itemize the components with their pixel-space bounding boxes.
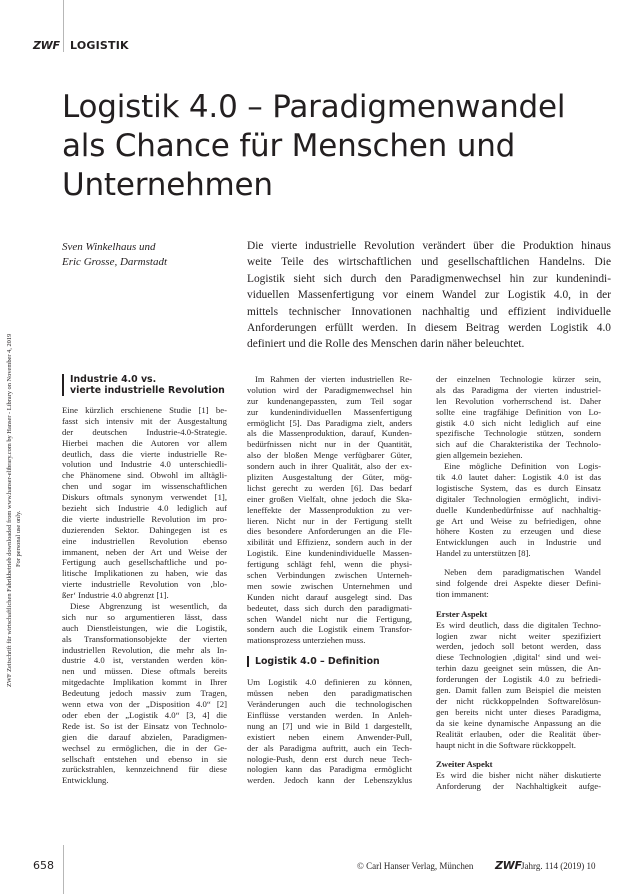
text-line: digitaler Technologien ermöglicht, indivi- (436, 493, 601, 504)
text-line: Es wird die bisher nicht näher diskutierte (436, 770, 601, 781)
text-line: Entwicklungen auch in Industrie und (436, 537, 601, 548)
text-line: gistik 4.0 sich nicht lediglich auf eine (436, 417, 601, 428)
text-line: Im Rahmen der vierten industriellen Re- (255, 374, 412, 384)
journal-logo: ZWF (495, 859, 522, 872)
section-heading: Logistik 4.0 – Definition (247, 656, 412, 667)
text-line: schen Wandel nicht nur die Fertigung, (247, 613, 412, 624)
text-line: len Revolution vorherrschend ist. Daher (436, 395, 601, 406)
title-line: Logistik 4.0 – Paradigmenwandel (62, 89, 566, 125)
text-line: forderungen der Logistik 4.0 zu befriedi- (436, 674, 601, 685)
text-line: duelle Kundenbedürfnisse auf nachhaltig- (436, 504, 601, 515)
text-line: Um Logistik 4.0 definieren zu können, (247, 677, 412, 688)
text-line: Kunden nicht darauf ausgelegt sind. Das (247, 591, 412, 602)
text-line: Veränderungen auch die technologischen (247, 699, 412, 710)
footer-rule (63, 845, 64, 894)
page-number: 658 (33, 859, 54, 872)
text-line: logien zwar nicht weiter spezifiziert (436, 630, 601, 641)
paragraph (62, 601, 227, 786)
download-notice-line: For personal use only. (15, 510, 22, 567)
text-line: also der bloßen Menge verfügbarer Güter, (247, 450, 412, 461)
text-line: terhin dazu geeignet sein müssen, die An- (436, 663, 601, 674)
text-line: gen bereits nicht unter dieses Paradigma, (436, 706, 601, 717)
article-title (62, 88, 622, 205)
text-line: chen und sogar im wissenschaftlichen (62, 481, 227, 492)
text-line: zur kundenindividuellen Massenfertigung (247, 406, 412, 417)
subheading: Zweiter Aspekt (436, 759, 493, 770)
title-line: Unternehmen (62, 167, 273, 203)
text-line: bedürfnissen nicht nur in der Quantität, (247, 439, 412, 450)
journal-issue: Jahrg. 114 (2019) 10 (521, 861, 596, 871)
text-line: sich nur so argumentieren lässt, dass (62, 611, 227, 622)
text-line: als die Massenproduktion, darauf, Kunden- (247, 428, 412, 439)
header-rule (63, 0, 64, 52)
subheading: Erster Aspekt (436, 608, 488, 619)
text-line: Fertigung auch gesellschaftliche und po- (62, 557, 227, 568)
text-line: spezifische Technologie stützen, sondern (436, 428, 601, 439)
text-line: dustrie 4.0 ist, verstanden werden kön- (62, 655, 227, 666)
text-line: vierte industrielle Revolution von ‚blo- (62, 579, 227, 590)
text-line: sollte eine tragfähige Definition von Lo- (436, 406, 601, 417)
text-line: mitgedachte Implikation kommt in Ihrer (62, 677, 227, 688)
text-line: der nicht rückkoppelnden Softwarelösun- (436, 695, 601, 706)
text-line: bedeutet, dass sich durch den paradigmati- (247, 602, 412, 613)
abstract-line: Logistik sieht sich durch den Paradigmenwechsel hin zur kundenindi- (247, 272, 611, 285)
paragraph (436, 461, 601, 559)
text-line: nologien kann das Paradigma ermöglicht (247, 764, 412, 775)
download-notice (5, 247, 45, 727)
author-line: Sven Winkelhaus und (62, 241, 156, 253)
text-line: volution wird der Paradigmenwechsel hin (247, 384, 412, 395)
text-line: Handel zu unterstützen [8]. (436, 548, 531, 559)
title-line: als Chance für Menschen und (62, 128, 516, 164)
abstract-line: weite Teile des wirtschaftlichen und gesellschaftlichen Handelns. Die (247, 256, 611, 269)
text-line: Hierbei machen die Autoren vor allem (62, 437, 227, 448)
text-line: der deutschen Industrie-4.0-Strategie. (62, 426, 227, 437)
text-line: lieren. Nicht nur in der Fertigung stellt (247, 515, 412, 526)
paragraph (436, 374, 601, 461)
text-line: Entwicklung. (62, 775, 109, 786)
text-line: gien allgemein beziehen. (436, 450, 523, 461)
text-line: tion immanent: (436, 588, 489, 599)
paragraph (247, 677, 412, 786)
text-line: auch Dienstleistungen, wie die Logistik, (62, 622, 227, 633)
text-line: volution und Industrie 4.0 unterschiedli- (62, 459, 227, 470)
paragraph (436, 567, 601, 600)
text-line: der als Paradigma auftritt, auch ein Tech- (247, 742, 412, 753)
text-line: Es wird deutlich, dass die digitalen Techno- (436, 619, 601, 630)
section-heading-line: vierte industrielle Revolution (70, 385, 225, 396)
abstract (247, 238, 611, 353)
copyright-notice: © Carl Hanser Verlag, München (357, 861, 474, 871)
text-line: men sowie zwischen Unternehmen und (247, 580, 412, 591)
text-line: litische Implikationen zu haben, wie das (62, 568, 227, 579)
abstract-line: viduellen Massenfertigung vor einem Wandel zur Logistik 4.0, in der (247, 289, 611, 302)
paragraph (247, 374, 412, 646)
text-line: diese Technologien ‚digital‘ sind und wei- (436, 652, 601, 663)
text-line: die vierte industrielle Revolution im pro- (62, 513, 227, 524)
text-line: einer großen Vielfalt, ohne jedoch die Ska- (247, 493, 412, 504)
text-line: als das Paradigma der vierten industriel- (436, 384, 601, 395)
paragraph (436, 770, 601, 792)
text-line: duzierenden Sektor. Dahingegen ist es (62, 524, 227, 535)
journal-logo: ZWF (33, 39, 60, 52)
paragraph (62, 405, 227, 601)
abstract-line: definiert und die Rolle des Menschen darin näher beleuchtet. (247, 338, 525, 351)
text-line: Rede ist. So ist der Einsatz von Technolo- (62, 720, 227, 731)
download-notice-line: ZWF Zeitschrift für wirtschaftlichen Fabrikbetrieb downloaded from www.hanser-elibrary.com by Hanser - Library on November 4, 2019 (6, 333, 13, 687)
authors (62, 240, 242, 270)
text-line: ge Art und Weise zu befriedigen, ohne (436, 515, 601, 526)
text-line: Eine mögliche Definition von Logis- (444, 461, 601, 472)
text-line: höhere Kosten zu erzeugen und diese (436, 526, 601, 537)
section-heading-line: Industrie 4.0 vs. (70, 374, 157, 385)
text-line: gen. Damit fallen zum Beispiel die meisten (436, 685, 601, 696)
text-line: fertigung schlägt fehl, wenn die physi- (247, 559, 412, 570)
text-line: Einflüsse verstanden werden. In Anleh- (247, 709, 412, 720)
text-line: müssen neben den paradigmatischen (247, 688, 412, 699)
text-line: xibilität und Effizienz, sondern auch in der (247, 537, 412, 548)
text-line: sondern auch in ihrer Qualität, also der ex- (247, 461, 412, 472)
body-column-1 (62, 374, 227, 786)
text-line: tik 4.0 lautet daher: Logistik 4.0 ist das (436, 472, 601, 483)
text-line: oder eben der „Logistik 4.0“ [3, 4] die (62, 709, 227, 720)
text-line: sondern auch die Logistik einem Transfor- (247, 624, 412, 635)
abstract-line: Anforderungen erfüllt werden. In diesem Beitrag werden Logistik 4.0 (247, 322, 611, 335)
text-line: Logistik. Eine kundenindividuelle Massen- (247, 548, 412, 559)
text-line: Neben dem paradigmatischen Wandel (444, 567, 601, 578)
text-line: der einzelnen Technologie kürzer sein, (436, 374, 601, 384)
text-line: fasst sich intensiv mit der Ausgestaltung (62, 415, 227, 426)
text-line: immanent, neben der Art und Weise der (62, 546, 227, 557)
text-line: eine industriellen Revolution ebenso (62, 535, 227, 546)
text-line: ßer‘ Industrie 4.0 abgrenzt [1]. (62, 590, 169, 601)
text-line: als Transformationsobjekte der vierten (62, 633, 227, 644)
abstract-line: mittels technischer Innovationen nachhaltig und effizient individuelle (247, 305, 611, 318)
text-line: sind folgende drei Aspekte dieser Defini- (436, 578, 601, 589)
text-line: lichst gerecht zu werden [6]. Das bedarf (247, 482, 412, 493)
text-line: sich auf die Charakteristika der Technolo- (436, 439, 601, 450)
text-line: dies besondere Anforderungen an die Fle- (247, 526, 412, 537)
text-line: Anforderung der Nachhaltigkeit aufge- (436, 781, 601, 792)
text-line: Diskurs oftmals synonym verwendet [1], (62, 492, 227, 503)
section-heading (62, 374, 227, 396)
text-line: sellschaft entstehen und ebenso in sie (62, 753, 227, 764)
text-line: werden, jedoch soll betont werden, dass (436, 641, 601, 652)
section-label: LOGISTIK (70, 39, 129, 52)
body-column-3 (436, 374, 601, 792)
text-line: mationsprozess unterziehen muss. (247, 635, 366, 646)
text-line: da sie keine dynamische Anpassung an die (436, 717, 601, 728)
text-line: zurückstrahlen, kennzeichnend für diese (62, 764, 227, 775)
author-line: Eric Grosse, Darmstadt (62, 256, 168, 268)
text-line: wenn etwa von der „Disposition 4.0“ [2] (62, 699, 227, 710)
text-line: schen Verbindungen zwischen Unterneh- (247, 570, 412, 581)
text-line: Eine kürzlich erschienene Studie [1] be- (62, 405, 227, 415)
text-line: bezieht sich Industrie 4.0 lediglich auf (62, 503, 227, 514)
text-line: nung an [7] und wie in Bild 1 dargestellt, (247, 720, 412, 731)
text-line: nologie-Push, denn erst durch neue Tech- (247, 753, 412, 764)
text-line: Realität erlauben, oder die Realität über- (436, 728, 601, 739)
text-line: leneffekte der Massenproduktion zu ver- (247, 504, 412, 515)
text-line: wechsel zu ermöglichen, die in der Ge- (62, 742, 227, 753)
body-column-2 (247, 374, 412, 786)
abstract-line: Die vierte industrielle Revolution verändert über die Produktion hinaus (247, 240, 611, 252)
text-line: industriellen Revolution, die mehr als In- (62, 644, 227, 655)
text-line: Diese Abgrenzung ist wesentlich, da (70, 601, 227, 612)
text-line: deutlich, dass die vierte industrielle Re- (62, 448, 227, 459)
paragraph (436, 620, 601, 751)
text-line: pliziten Ausgestaltung der Güter, mög- (247, 472, 412, 483)
text-line: nen und müssen. Diese oftmals bereits (62, 666, 227, 677)
text-line: Bedeutung jedoch massiv zum Tragen, (62, 688, 227, 699)
text-line: ermöglicht [5]. Das Paradigma zielt, anders (247, 417, 412, 428)
text-line: werden. Jedoch kann der Lebenszyklus (247, 775, 412, 786)
text-line: logistische System, das es durch Einsatz (436, 482, 601, 493)
text-line: haupt nicht in die Software rückkoppelt. (436, 739, 576, 750)
text-line: che Phänomene sind. Obwohl im alltägli- (62, 470, 227, 481)
text-line: zur kundenangepassten, zum Teil sogar (247, 395, 412, 406)
text-line: gien die darauf abzielen, Paradigmen- (62, 731, 227, 742)
text-line: existiert neben einem Anwender-Pull, (247, 731, 412, 742)
